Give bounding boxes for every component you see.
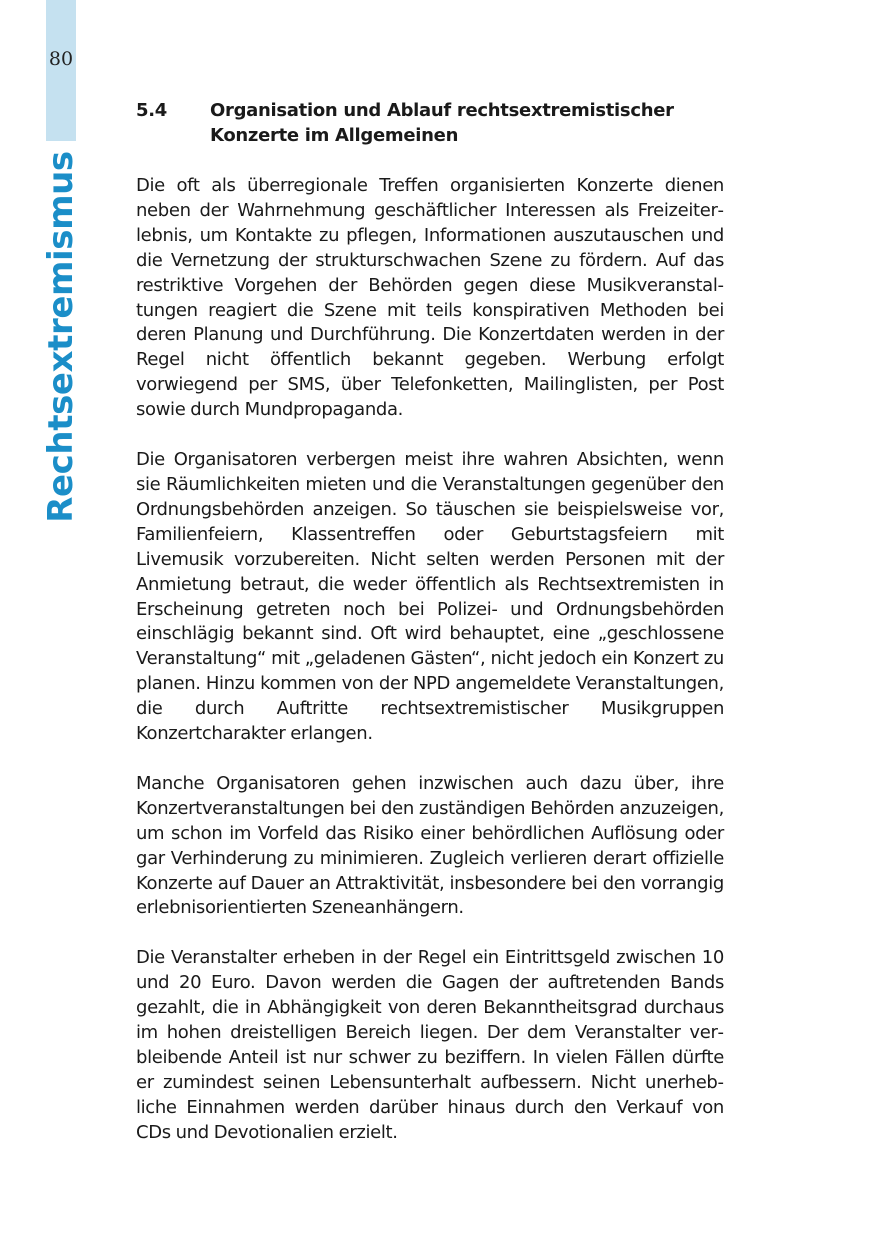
body-paragraph-2: Die Organisatoren verbergen meist ihre wahren Absichten, wenn sie Räumlichkeiten mieten und die Veranstaltungen gegenüber den Ordnungsbehörden anzeigen. So täuschen sie beispielsweise vor, Familienfeiern, Klassentreffen oder Geburtstagsfeiern mit Livemusik vorzubereiten. Nicht selten werden Personen mit der Anmietung betraut, die weder öffentlich als Rechtsextremisten in Erscheinung getreten noch bei Polizei- und Ordnungsbehörden einschlägig bekannt sind. Oft wird behauptet, eine „geschlossene Veranstaltung“ mit „geladenen Gästen“, nicht jedoch ein Konzert zu planen. Hinzu kommen von der NPD angemeldete Veranstaltungen, die durch Auftritte rechtsextremistischer Musikgruppen Konzertcharakter erlangen. [136,449,724,745]
page-number-band [46,0,76,141]
section-title: Organisation und Ablauf rechtsextremistischer Konzerte im Allgemeinen [210,100,674,146]
section-heading [136,98,724,148]
body-paragraph-1: Die oft als überregionale Treffen organisierten Konzerte dienen neben der Wahrnehmung geschäftlicher Interessen als Freizeiterlebnis, um Kontakte zu pflegen, Informationen auszutauschen und die Vernetzung der strukturschwachen Szene zu fördern. Auf das restriktive Vorgehen der Behörden gegen diese Musikveranstaltungen reagiert die Szene mit teils konspirativen Methoden bei deren Planung und Durchführung. Die Konzertdaten werden in der Regel nicht öffentlich bekannt gegeben. Werbung erfolgt vorwiegend per SMS, über Telefonketten, Mailinglisten, per Post sowie durch Mundpropaganda. [136,175,724,421]
section-number: 5.4 [136,100,167,121]
page-number: 80 [48,48,74,70]
body-paragraph-4: Die Veranstalter erheben in der Regel ein Eintrittsgeld zwischen 10 und 20 Euro. Davon werden die Gagen der auftretenden Bands gezahlt, die in Abhängigkeit von deren Bekanntheitsgrad durchaus im hohen dreistelligen Bereich liegen. Der dem Veranstalter verbleibende Anteil ist nur schwer zu beziffern. In vielen Fällen dürfte er zumindest seinen Lebensunterhalt aufbessern. Nicht unerhebliche Einnahmen werden darüber hinaus durch den Verkauf von CDs und Devotionalien erzielt. [136,947,724,1143]
body-paragraph-3: Manche Organisatoren gehen inzwischen auch dazu über, ihre Konzertveranstaltungen bei den zuständigen Behörden anzuzeigen, um schon im Vorfeld das Risiko einer behördlichen Auflösung oder gar Verhinderung zu minimieren. Zugleich verlieren derart offizielle Konzerte auf Dauer an Attraktivität, insbesondere bei den vorrangig erlebnisorientierten Szeneanhängern. [136,772,724,919]
page-content [136,98,724,1171]
chapter-side-title: Rechtsextremismus [41,151,81,523]
